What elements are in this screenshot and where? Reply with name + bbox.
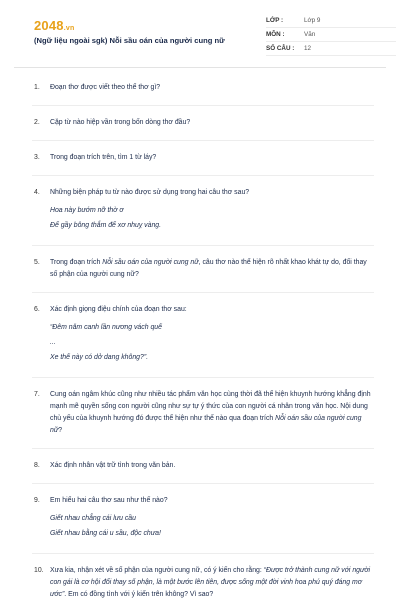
question-text: Trong đoạn trích trên, tìm 1 từ láy? [50,154,157,161]
question-number: 5. [34,259,40,266]
text-part: Cung oán ngâm khúc cũng như nhiều tác phẩm văn học cùng thời đã thể hiện khuynh hướng khẳng định mạnh mẽ quyền sống con người cũng như sự tự ý thức của con người cá nhân trong văn học. Nội dung chủ yếu của khuynh hướng đó được thể hiện như thế nào qua đoạn trích [50,391,371,422]
question-number: 3. [34,154,40,161]
question-number: 9. [34,497,40,504]
poem-line: “Đêm năm canh lần nương vách quế [50,324,162,331]
question-text [50,565,374,600]
poem-excerpt [50,507,374,540]
question-7 [32,378,374,449]
poem-line: Để gầy bông thắm để xơ nhuỵ vàng. [50,222,162,229]
logo-suffix: .vn [63,25,75,32]
quoted-opinion: “Được trở thành cung nữ với người con gái là cơ hội đổi thay số phận, là một bước lên tiên, được sống một đời vinh hoa phú quý đáng mơ ước” [50,567,371,598]
question-4 [32,176,374,246]
question-text: Xác định giọng điệu chính của đoạn thơ sau: [50,306,187,313]
question-10 [32,554,374,600]
question-text: Đoạn thơ được viết theo thể thơ gì? [50,84,161,91]
text-part: Trong đoạn trích [50,259,103,266]
question-3 [32,141,374,176]
question-8 [32,449,374,484]
question-text: Xác định nhân vật trữ tình trong văn bản. [50,462,176,469]
question-number: 7. [34,391,40,398]
text-part: ? [58,427,63,434]
question-number: 2. [34,119,40,126]
text-part: . Em có đồng tình với ý kiến trên không? Vì sao? [64,591,214,598]
question-1 [32,68,374,106]
question-number: 6. [34,306,40,313]
question-number: 10. [34,567,44,574]
meta-row-subject [266,28,396,42]
question-list [14,68,386,600]
meta-value: Lớp 9 [304,17,321,24]
poem-line: Hoa này bướm nỡ thờ ơ [50,207,124,214]
meta-row-count [266,42,396,56]
poem-line: Xe thế này có dở dang không?”. [50,354,149,361]
meta-row-grade [266,14,396,28]
meta-key: SỐ CÂU : [266,45,295,52]
question-text [50,389,374,437]
poem-excerpt [50,316,374,364]
meta-key: MÔN : [266,31,285,38]
poem-line: Giết nhau bằng cái u sầu, độc chưa! [50,530,161,537]
document-title: (Ngữ liệu ngoài sgk) Nỗi sầu oán của người cung nữ [34,36,225,45]
question-number: 8. [34,462,40,469]
question-9 [32,484,374,554]
question-text [50,257,374,281]
poem-excerpt [50,199,374,232]
meta-value: 12 [304,45,312,52]
question-text: Em hiểu hai câu thơ sau như thế nào? [50,497,168,504]
poem-line: ... [50,339,56,346]
site-logo[interactable] [34,18,74,33]
question-text: Cặp từ nào hiệp vần trong bốn dòng thơ đầu? [50,119,191,126]
poem-line: Giết nhau chẳng cái lưu cầu [50,515,136,522]
header [14,0,386,68]
work-title: Nỗi oán sầu của người cung nữ [50,415,362,434]
question-2 [32,106,374,141]
meta-key: LỚP : [266,17,284,24]
meta-table [266,14,396,56]
question-text: Những biện pháp tu từ nào được sử dụng trong hai câu thơ sau? [50,189,250,196]
work-title: Nỗi sầu oán của người cung nữ [102,259,199,266]
question-number: 1. [34,84,40,91]
question-number: 4. [34,189,40,196]
meta-value: Văn [304,31,316,38]
text-part: Xưa kia, nhận xét về số phận của người cung nữ, có ý kiến cho rằng: [50,567,264,574]
question-6 [32,293,374,378]
logo-main: 2048 [34,18,64,33]
question-5 [32,246,374,293]
text-part: , câu thơ nào thể hiện rõ nhất khao khát tự do, đổi thay số phận của người cung nữ? [50,259,367,278]
